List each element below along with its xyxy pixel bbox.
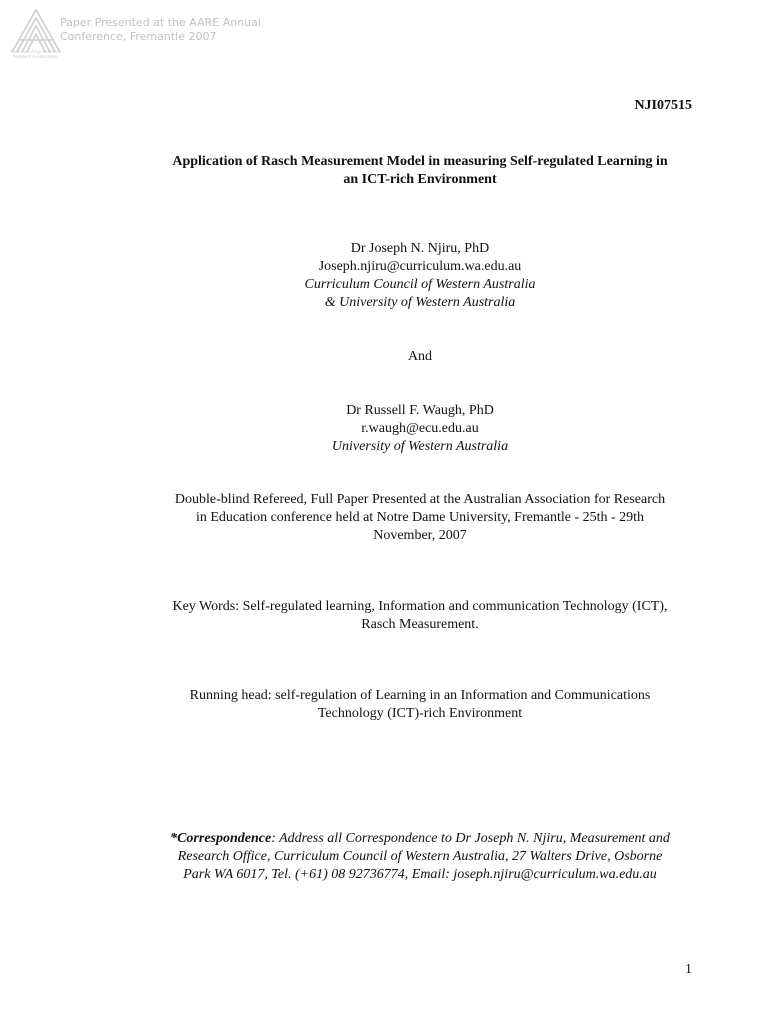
author-block-1 xyxy=(140,240,700,312)
paper-title xyxy=(140,153,700,189)
running-head-line-2: Technology (ICT)-rich Environment xyxy=(317,706,523,721)
header-line-1: Paper Presented at the AARE Annual xyxy=(60,16,261,29)
correspondence-line-1-rest: : Address all Correspondence to Dr Joseph N. Njiru, Measurement and xyxy=(271,831,670,846)
author2-name: Dr Russell F. Waugh, PhD xyxy=(346,403,494,418)
paper-id: NJI07515 xyxy=(634,98,692,113)
author1-affiliation-1: Curriculum Council of Western Australia xyxy=(304,277,536,292)
note-line-3: November, 2007 xyxy=(373,528,467,543)
page-number: 1 xyxy=(685,962,692,977)
author1-affiliation-2: & University of Western Australia xyxy=(324,295,516,310)
keywords-line-1: Key Words: Self-regulated learning, Information and communication Technology (ICT), xyxy=(172,599,668,614)
correspondence-line-3: Park WA 6017, Tel. (+61) 08 92736774, Email: joseph.njiru@curriculum.wa.edu.au xyxy=(183,867,657,882)
title-line-1: Application of Rasch Measurement Model in measuring Self-regulated Learning in xyxy=(172,154,668,169)
conference-header xyxy=(60,16,261,44)
correspondence-line-1 xyxy=(140,830,700,848)
correspondence-line-2: Research Office, Curriculum Council of Western Australia, 27 Walters Drive, Osborne xyxy=(177,849,663,864)
keywords-line-2: Rasch Measurement. xyxy=(361,617,479,632)
logo-caption: Australian Association for Research in Education xyxy=(9,49,61,59)
header-line-2: Conference, Fremantle 2007 xyxy=(60,30,217,43)
author-block-2 xyxy=(140,402,700,456)
correspondence-lead: *Correspondence xyxy=(170,831,272,846)
author1-email: Joseph.njiru@curriculum.wa.edu.au xyxy=(318,259,522,274)
title-line-2: an ICT-rich Environment xyxy=(343,172,497,187)
author-conjunction: And xyxy=(407,349,433,364)
note-line-2: in Education conference held at Notre Dame University, Fremantle - 25th - 29th xyxy=(195,510,645,525)
author2-email: r.waugh@ecu.edu.au xyxy=(361,421,479,436)
correspondence-note xyxy=(140,830,700,884)
author1-name: Dr Joseph N. Njiru, PhD xyxy=(350,241,490,256)
presentation-note xyxy=(140,491,700,545)
keywords xyxy=(140,598,700,634)
running-head xyxy=(140,687,700,723)
note-line-1: Double-blind Refereed, Full Paper Presented at the Australian Association for Research xyxy=(174,492,666,507)
running-head-line-1: Running head: self-regulation of Learning in an Information and Communications xyxy=(189,688,651,703)
author2-affiliation: University of Western Australia xyxy=(331,439,509,454)
